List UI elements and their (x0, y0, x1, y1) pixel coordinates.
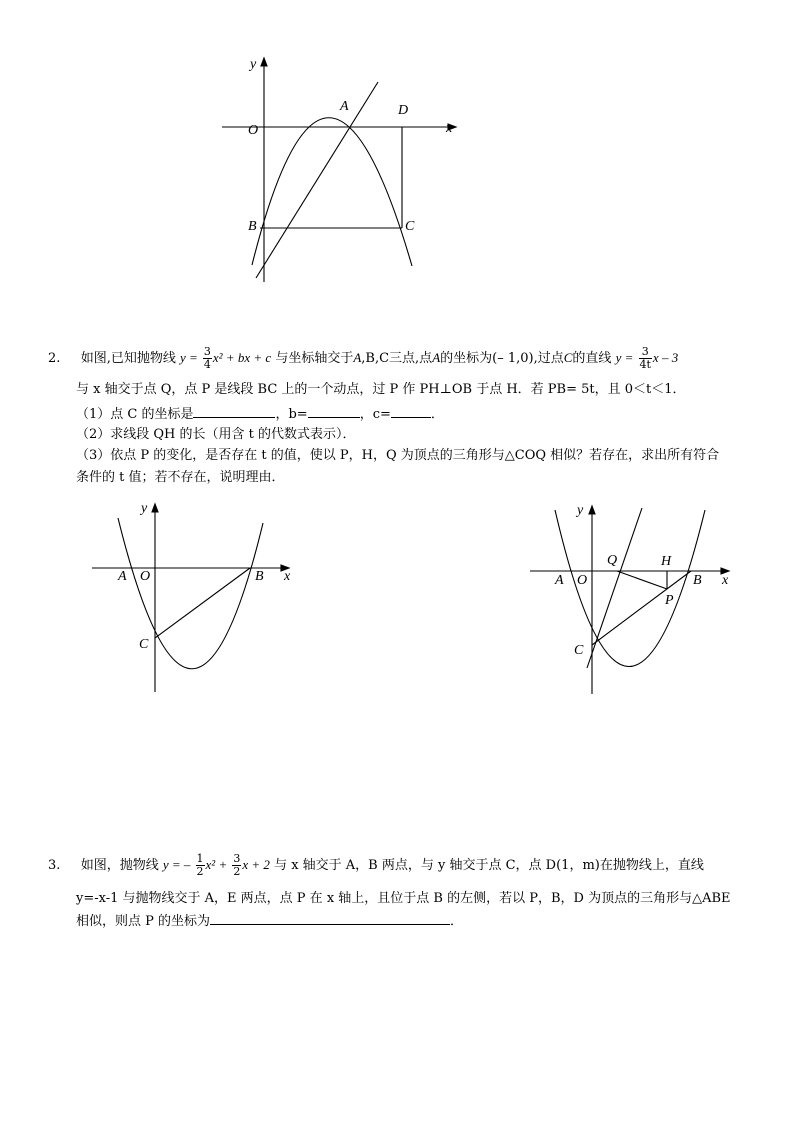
figure-2-right (525, 500, 745, 700)
label-O: O (248, 123, 259, 138)
q2-eq-rest: x² + bx + c (212, 350, 272, 365)
label-O: O (140, 569, 151, 584)
label-O: O (577, 573, 588, 588)
blank-p-coord[interactable] (210, 912, 450, 925)
label-B: B (693, 573, 702, 588)
figure-1 (210, 50, 470, 290)
q2-sub2: （2）求线段 QH 的长（用含 t 的代数式表示）． (76, 427, 356, 442)
q2-sub3-b: 条件的 t 值；若不存在，说明理由． (76, 470, 285, 485)
y-axis-arrow (152, 504, 158, 512)
q2-line2: 与 x 轴交于点 Q，点 P 是线段 BC 上的一个动点，过 P 作 PH⊥OB 于点 H．若 PB= 5t，且 0＜t＜1． (76, 382, 686, 397)
label-D: D (398, 103, 409, 118)
q3-eq-y: y = – (162, 857, 191, 872)
q2-eq-y: y = (179, 350, 198, 365)
label-y: y (250, 57, 257, 72)
figure-2-left (85, 498, 305, 698)
label-C: C (139, 637, 149, 652)
q2-text-b: 与坐标轴交于 (275, 351, 354, 366)
label-B: B (248, 219, 257, 234)
line-CQ (587, 508, 642, 668)
y-axis-arrow (261, 58, 267, 66)
label-P: P (665, 593, 674, 608)
label-Q: Q (607, 553, 618, 568)
q2-text-a: 如图,已知抛物线 (80, 351, 176, 366)
label-x: x (446, 121, 453, 136)
segment-BC (155, 568, 250, 638)
label-A: A (340, 99, 349, 114)
label-y: y (141, 501, 148, 516)
q2-eq2-rest: x – 3 (652, 350, 679, 365)
blank-c-coord[interactable] (193, 405, 275, 418)
line-AB (256, 82, 378, 278)
blank-c[interactable] (391, 405, 431, 418)
label-A: A (555, 573, 564, 588)
q3-line3: 相似，则点 P 的坐标为 ． (76, 914, 464, 929)
q3-frac-1-2: $\frac{1}{2}$ (196, 852, 204, 878)
q3-line1: 3. 如图，抛物线 y = – $\frac{1}{2}$ x² + $\frac{3}{2}$ x + 2 与 x 轴交于 A，B 两点，与 y 轴交于点 C，点 D(1，m)在抛物线上，直线 (48, 852, 704, 878)
q2-eq2-y: y = (615, 350, 634, 365)
q2-line1: 2. 如图,已知抛物线 y = $\frac{3}{4}$ x² + bx + c 与坐标轴交于A,B,C三点,点A的坐标为(– 1,0),过点C的直线 y = $\frac{3}{4t}$ x – 3 (48, 345, 679, 371)
y-axis-arrow (589, 506, 595, 514)
label-C: C (574, 643, 584, 658)
q2-frac-3-4t: $\frac{3}{4t}$ (639, 345, 651, 371)
q2-number: 2. (48, 351, 61, 366)
q2-sub3-a: （3）依点 P 的变化，是否存在 t 的值，使以 P，H，Q 为顶点的三角形与△COQ 相似？若存在，求出所有符合 (76, 448, 720, 463)
q3-line2: y=-x-1 与抛物线交于 A，E 两点，点 P 在 x 轴上，且位于点 B 的左侧，若以 P，B，D 为顶点的三角形与△ABE (76, 891, 731, 906)
segment-BC (592, 571, 691, 645)
label-B: B (255, 569, 264, 584)
label-A: A (118, 569, 127, 584)
label-x: x (284, 569, 291, 584)
label-y: y (577, 503, 584, 518)
q2-frac-3-4: $\frac{3}{4}$ (203, 345, 211, 371)
parabola-1 (252, 118, 412, 266)
label-x: x (722, 573, 729, 588)
q3-number: 3. (48, 858, 61, 873)
q3-frac-3-2: $\frac{3}{2}$ (233, 852, 241, 878)
label-H: H (661, 554, 672, 569)
blank-b[interactable] (308, 405, 360, 418)
segment-QP (617, 571, 667, 589)
label-C: C (405, 219, 415, 234)
q2-sub1: （1）点 C 的坐标是 ，b= ，c= ． (76, 407, 444, 422)
